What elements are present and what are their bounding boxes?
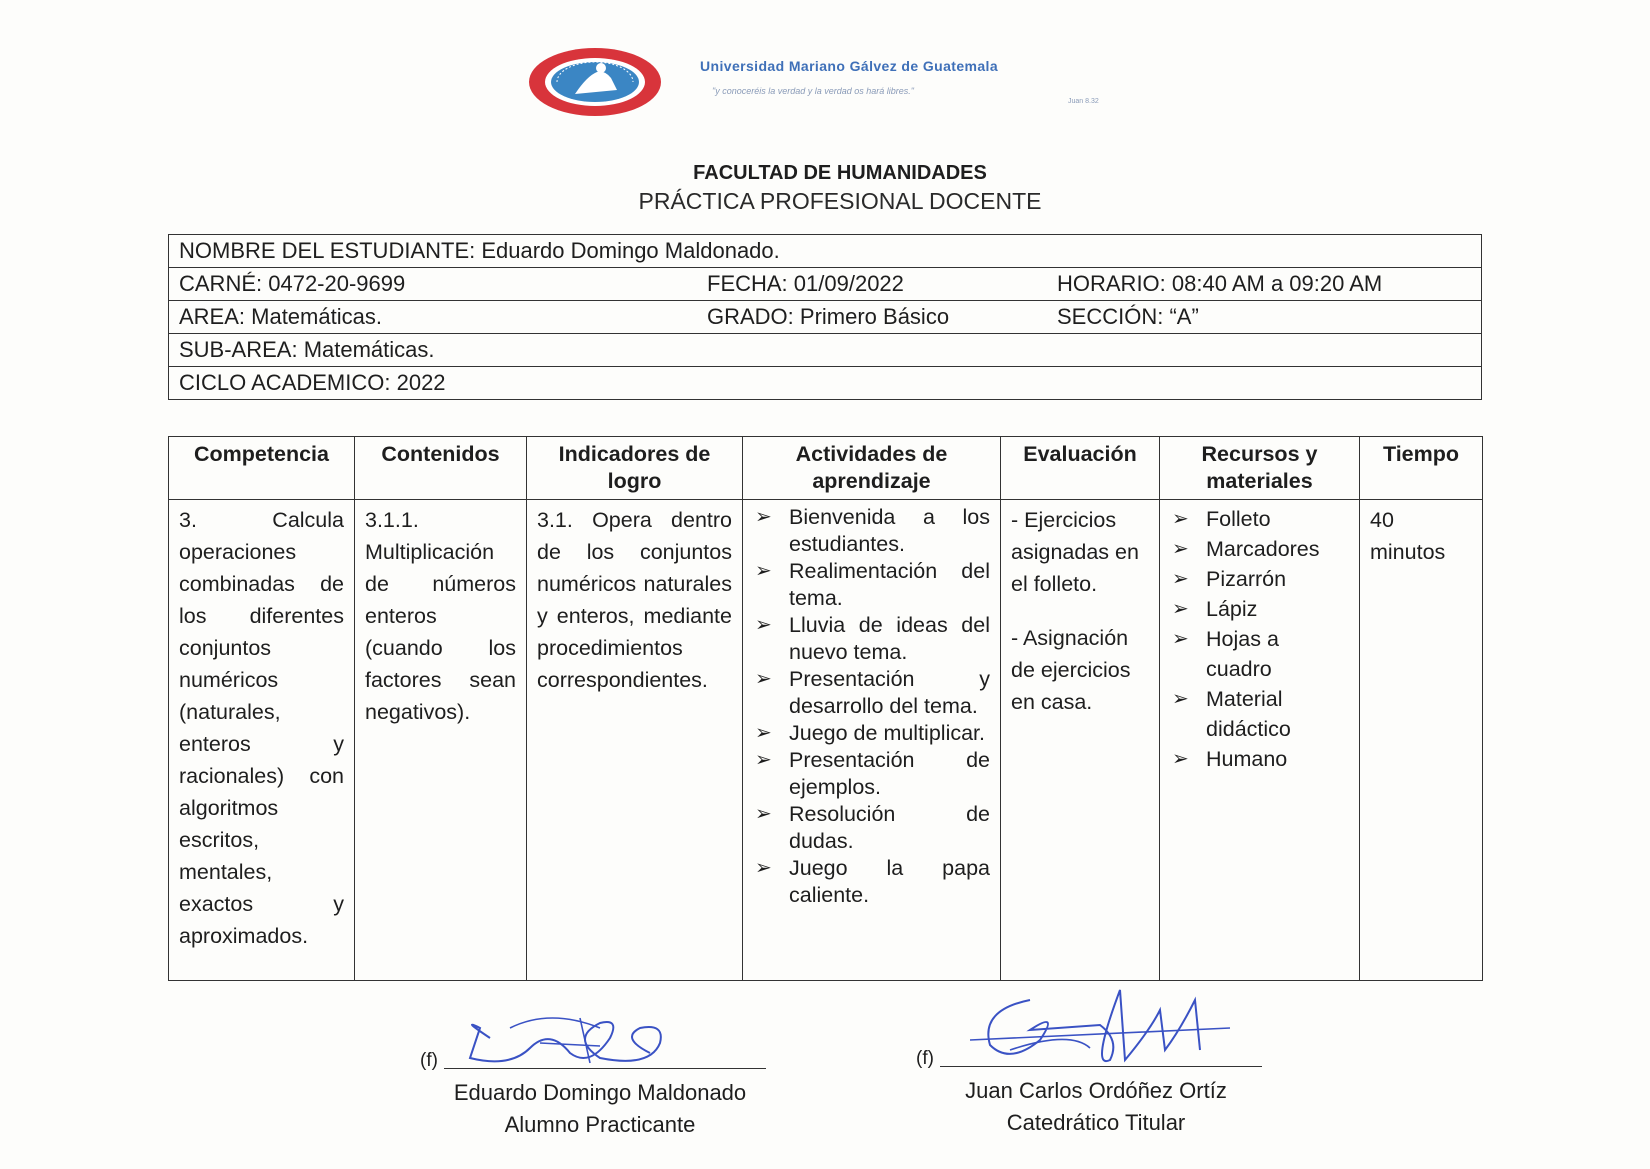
info-row-ciclo xyxy=(169,367,1482,400)
list-item: ➢ Humano xyxy=(1170,744,1349,774)
list-item: ➢ Presentación y desarrollo del tema. xyxy=(755,667,990,718)
grado-value: GRADO: Primero Básico xyxy=(697,301,1047,334)
arrow-bullet-icon: ➢ xyxy=(755,722,772,744)
lesson-plan-table xyxy=(168,436,1483,981)
arrow-bullet-icon: ➢ xyxy=(1172,538,1189,560)
carne-value: CARNÉ: 0472-20-9699 xyxy=(169,268,698,301)
list-item: ➢ Folleto xyxy=(1170,504,1349,534)
info-row-carne xyxy=(169,268,1482,301)
arrow-bullet-icon: ➢ xyxy=(1172,508,1189,530)
list-item: ➢ Material didáctico xyxy=(1170,684,1349,744)
arrow-bullet-icon: ➢ xyxy=(1172,598,1189,620)
arrow-bullet-icon: ➢ xyxy=(1172,688,1189,710)
list-item: ➢ Marcadores xyxy=(1170,534,1349,564)
tiempo-cell: 40 minutos xyxy=(1360,500,1483,981)
arrow-bullet-icon: ➢ xyxy=(755,614,772,636)
info-row-student xyxy=(169,235,1482,268)
horario-value: HORARIO: 08:40 AM a 09:20 AM xyxy=(1047,268,1482,301)
arrow-bullet-icon: ➢ xyxy=(755,857,772,879)
subarea-value: SUB-AREA: Matemáticas. xyxy=(169,334,1482,367)
actividades-list xyxy=(753,504,990,909)
arrow-bullet-icon: ➢ xyxy=(1172,628,1189,650)
right-signer-name: Juan Carlos Ordóñez Ortíz xyxy=(965,1078,1227,1103)
evaluacion-cell xyxy=(1001,500,1160,981)
header-recursos: Recursos y materiales xyxy=(1160,437,1360,500)
plan-body-row xyxy=(169,500,1483,981)
seccion-value: SECCIÓN: “A” xyxy=(1047,301,1482,334)
info-row-subarea xyxy=(169,334,1482,367)
evaluacion-item-2: - Asignación de ejercicios en casa. xyxy=(1011,626,1131,714)
list-item: ➢ Juego de multiplicar. xyxy=(755,721,985,745)
faculty-title: FACULTAD DE HUMANIDADES xyxy=(693,162,987,184)
ciclo-value: CICLO ACADEMICO: 2022 xyxy=(169,367,1482,400)
plan-header-row xyxy=(169,437,1483,500)
list-item: ➢ Resolución de dudas. xyxy=(755,802,990,853)
document-subtitle: PRÁCTICA PROFESIONAL DOCENTE xyxy=(638,188,1042,214)
indicadores-cell: 3.1. Opera dentro de los conjuntos numéricos naturales y enteros, mediante procedimientos correspondientes. xyxy=(527,500,743,981)
actividades-cell xyxy=(743,500,1001,981)
arrow-bullet-icon: ➢ xyxy=(755,506,772,528)
arrow-bullet-icon: ➢ xyxy=(755,803,772,825)
list-item: ➢ Bienvenida a los estudiantes. xyxy=(755,505,990,556)
header-indicadores: Indicadores de logro xyxy=(527,437,743,500)
university-name: Universidad Mariano Gálvez de Guatemala xyxy=(700,58,999,74)
recursos-cell xyxy=(1160,500,1360,981)
list-item: ➢ Juego la papa caliente. xyxy=(755,856,990,907)
arrow-bullet-icon: ➢ xyxy=(1172,748,1189,770)
left-signer-role: Alumno Practicante xyxy=(504,1112,696,1137)
header-tiempo: Tiempo xyxy=(1360,437,1483,500)
header-competencia: Competencia xyxy=(169,437,355,500)
arrow-bullet-icon: ➢ xyxy=(755,749,772,771)
list-item: ➢ Lluvia de ideas del nuevo tema. xyxy=(755,613,990,664)
list-item: ➢ Lápiz xyxy=(1170,594,1349,624)
contenidos-cell: 3.1.1. Multiplicación de números enteros (cuando los factores sean negativos). xyxy=(355,500,527,981)
signature-prefix: (f) xyxy=(420,1050,438,1071)
left-signer-name: Eduardo Domingo Maldonado xyxy=(453,1080,747,1105)
handwritten-signature-right xyxy=(970,970,1240,1080)
list-item: ➢ Pizarrón xyxy=(1170,564,1349,594)
competencia-cell: 3. Calcula operaciones combinadas de los diferentes conjuntos numéricos (naturales, enteros y racionales) con algoritmos escritos, mentales, exactos y aproximados. xyxy=(169,500,355,981)
info-row-area xyxy=(169,301,1482,334)
university-seal-logo xyxy=(525,46,665,118)
list-item: ➢ Hojas a cuadro xyxy=(1170,624,1349,684)
header-evaluacion: Evaluación xyxy=(1001,437,1160,500)
handwritten-signature-left xyxy=(450,998,690,1088)
student-name: NOMBRE DEL ESTUDIANTE: Eduardo Domingo Maldonado. xyxy=(169,235,1482,268)
university-motto: "y conoceréis la verdad y la verdad os hará libres." xyxy=(712,86,914,96)
arrow-bullet-icon: ➢ xyxy=(755,668,772,690)
list-item: ➢ Presentación de ejemplos. xyxy=(755,748,990,799)
header-actividades: Actividades de aprendizaje xyxy=(743,437,1001,500)
list-item: ➢ Realimentación del tema. xyxy=(755,559,990,610)
header-contenidos: Contenidos xyxy=(355,437,527,500)
right-signer-role: Catedrático Titular xyxy=(1006,1110,1186,1135)
evaluacion-item-1: - Ejercicios asignadas en el folleto. xyxy=(1011,508,1139,596)
arrow-bullet-icon: ➢ xyxy=(755,560,772,582)
area-value: AREA: Matemáticas. xyxy=(169,301,698,334)
fecha-value: FECHA: 01/09/2022 xyxy=(697,268,1047,301)
arrow-bullet-icon: ➢ xyxy=(1172,568,1189,590)
motto-citation: Juan 8.32 xyxy=(1068,98,1099,105)
signature-prefix: (f) xyxy=(916,1048,934,1069)
recursos-list xyxy=(1170,504,1349,774)
student-info-table xyxy=(168,234,1482,400)
